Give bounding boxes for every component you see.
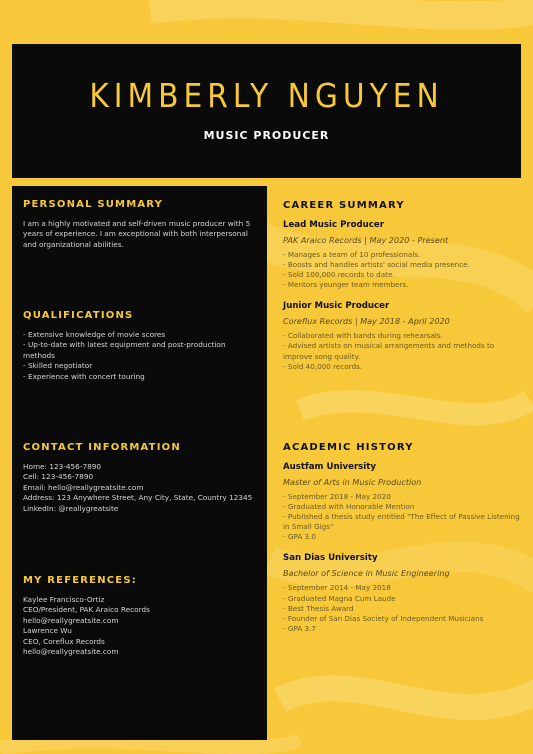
contact-home: Home: 123-456-7890 (23, 462, 102, 471)
personal-summary-section (23, 199, 258, 250)
list-item: - Skilled negotiator (23, 361, 93, 371)
list-item: Lawrence Wu (23, 626, 72, 636)
personal-summary-text: I am a highly motivated and self-driven music producer with 5 years of experience. I am exceptional with both interpersonal and organizational abilities. (23, 219, 251, 249)
list-item: hello@reallygreatsite.com (23, 615, 119, 625)
resume-header (12, 44, 521, 178)
left-column (12, 186, 267, 740)
school-name: Austfam University (283, 462, 376, 472)
list-item: Kaylee Francisco-Ortiz (23, 595, 105, 604)
list-item: - Mentors younger team members. (283, 280, 409, 290)
job-entry (283, 220, 523, 290)
list-item: - GPA 3.7 (283, 623, 316, 633)
school-entry (283, 553, 523, 633)
job-title: Junior Music Producer (283, 301, 390, 312)
list-item: CEO/President, PAK Araico Records (23, 605, 150, 615)
section-heading: CONTACT INFORMATION (23, 442, 181, 453)
list-item: - Boosts and handles artists' social media presence. (283, 260, 470, 270)
list-item: hello@reallygreatsite.com (23, 647, 119, 657)
list-item: - GPA 3.0 (283, 532, 316, 542)
list-item: - September 2018 - May 2020 (283, 492, 391, 501)
list-item: - September 2014 - May 2018 (283, 583, 391, 593)
job-title: Lead Music Producer (283, 220, 384, 230)
references-section (23, 575, 258, 657)
contact-email: Email: hello@reallygreatsite.com (23, 482, 144, 492)
qualifications-section (23, 310, 258, 382)
list-item: CEO, Coreflux Records (23, 636, 105, 646)
list-item: - Manages a team of 10 professionals. (283, 250, 421, 259)
list-item: - Best Thesis Award (283, 603, 354, 613)
contact-cell: Cell: 123-456-7890 (23, 472, 94, 482)
list-item: - Sold 40,000 records. (283, 361, 363, 371)
degree: Bachelor of Science in Music Engineering (283, 568, 450, 579)
job-company-dates: PAK Araico Records | May 2020 - Present (283, 235, 449, 245)
contact-linkedin: LinkedIn: @reallygreatsite (23, 503, 119, 513)
list-item: - Published a thesis study entitled "The Effect of Passive Listening in Small Gigs" (283, 512, 520, 532)
list-item: - Founder of San Dias Society of Independent Musicians (283, 613, 484, 623)
degree: Master of Arts in Music Production (283, 477, 422, 487)
list-item: - Graduated with Honorable Mention (283, 502, 415, 512)
job-entry (283, 301, 523, 371)
job-company-dates: Coreflux Records | May 2018 - April 2020 (283, 316, 450, 327)
person-name: KIMBERLY NGUYEN (89, 76, 444, 115)
academic-history-section (283, 442, 523, 634)
section-heading: MY REFERENCES: (23, 575, 137, 586)
contact-address: Address: 123 Anywhere Street, Any City, State, Country 12345 (23, 493, 253, 503)
list-item: - Collaborated with bands during rehearsals. (283, 331, 443, 341)
section-heading: PERSONAL SUMMARY (23, 199, 164, 210)
list-item: - Extensive knowledge of movie scores (23, 330, 166, 339)
school-name: San Dias University (283, 553, 378, 564)
list-item: - Graduated Magna Cum Laude (283, 593, 396, 603)
career-summary-section (283, 200, 523, 372)
job-role: MUSIC PRODUCER (203, 129, 330, 142)
contact-section (23, 442, 258, 514)
list-item: - Experience with concert touring (23, 371, 145, 381)
list-item: - Sold 100,000 records to date. (283, 270, 395, 280)
list-item: - Up-to-date with latest equipment and post-production methods (23, 340, 226, 360)
section-heading: QUALIFICATIONS (23, 310, 134, 321)
school-entry (283, 462, 523, 542)
section-heading: CAREER SUMMARY (283, 200, 405, 211)
list-item: - Advised artists on musical arrangements and methods to improve song quality. (283, 341, 495, 361)
section-heading: ACADEMIC HISTORY (283, 442, 414, 453)
